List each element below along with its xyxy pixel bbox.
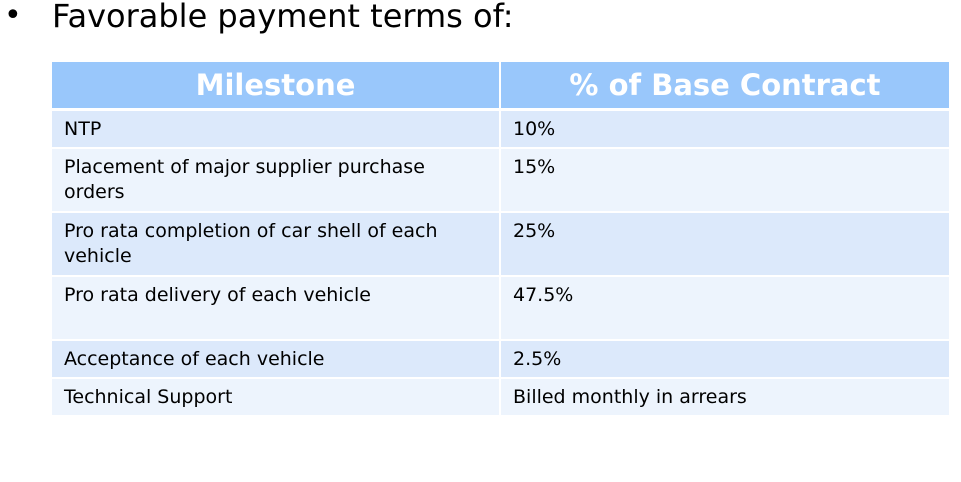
milestone-cell: Acceptance of each vehicle [52,340,500,378]
header-percent-of-base-contract: % of Base Contract [500,62,949,110]
bullet-text: Favorable payment terms of: [52,0,514,35]
table-row [52,212,949,276]
table-header-row [52,62,949,110]
milestone-cell: Technical Support [52,378,500,416]
table-row [52,378,949,416]
table-row [52,340,949,378]
milestone-cell: Pro rata delivery of each vehicle [52,276,500,340]
payment-terms-table [52,62,949,417]
percent-cell: 10% [500,110,949,149]
percent-cell: 15% [500,148,949,212]
percent-cell: Billed monthly in arrears [500,378,949,416]
percent-cell: 47.5% [500,276,949,340]
table-row [52,148,949,212]
milestone-cell: Placement of major supplier purchase orders [52,148,500,212]
table-row [52,110,949,149]
milestone-cell: Pro rata completion of car shell of each vehicle [52,212,500,276]
bullet-item [0,0,940,38]
milestone-cell: NTP [52,110,500,149]
header-milestone: Milestone [52,62,500,110]
bullet-marker: • [4,0,22,33]
percent-cell: 2.5% [500,340,949,378]
table-row [52,276,949,340]
percent-cell: 25% [500,212,949,276]
